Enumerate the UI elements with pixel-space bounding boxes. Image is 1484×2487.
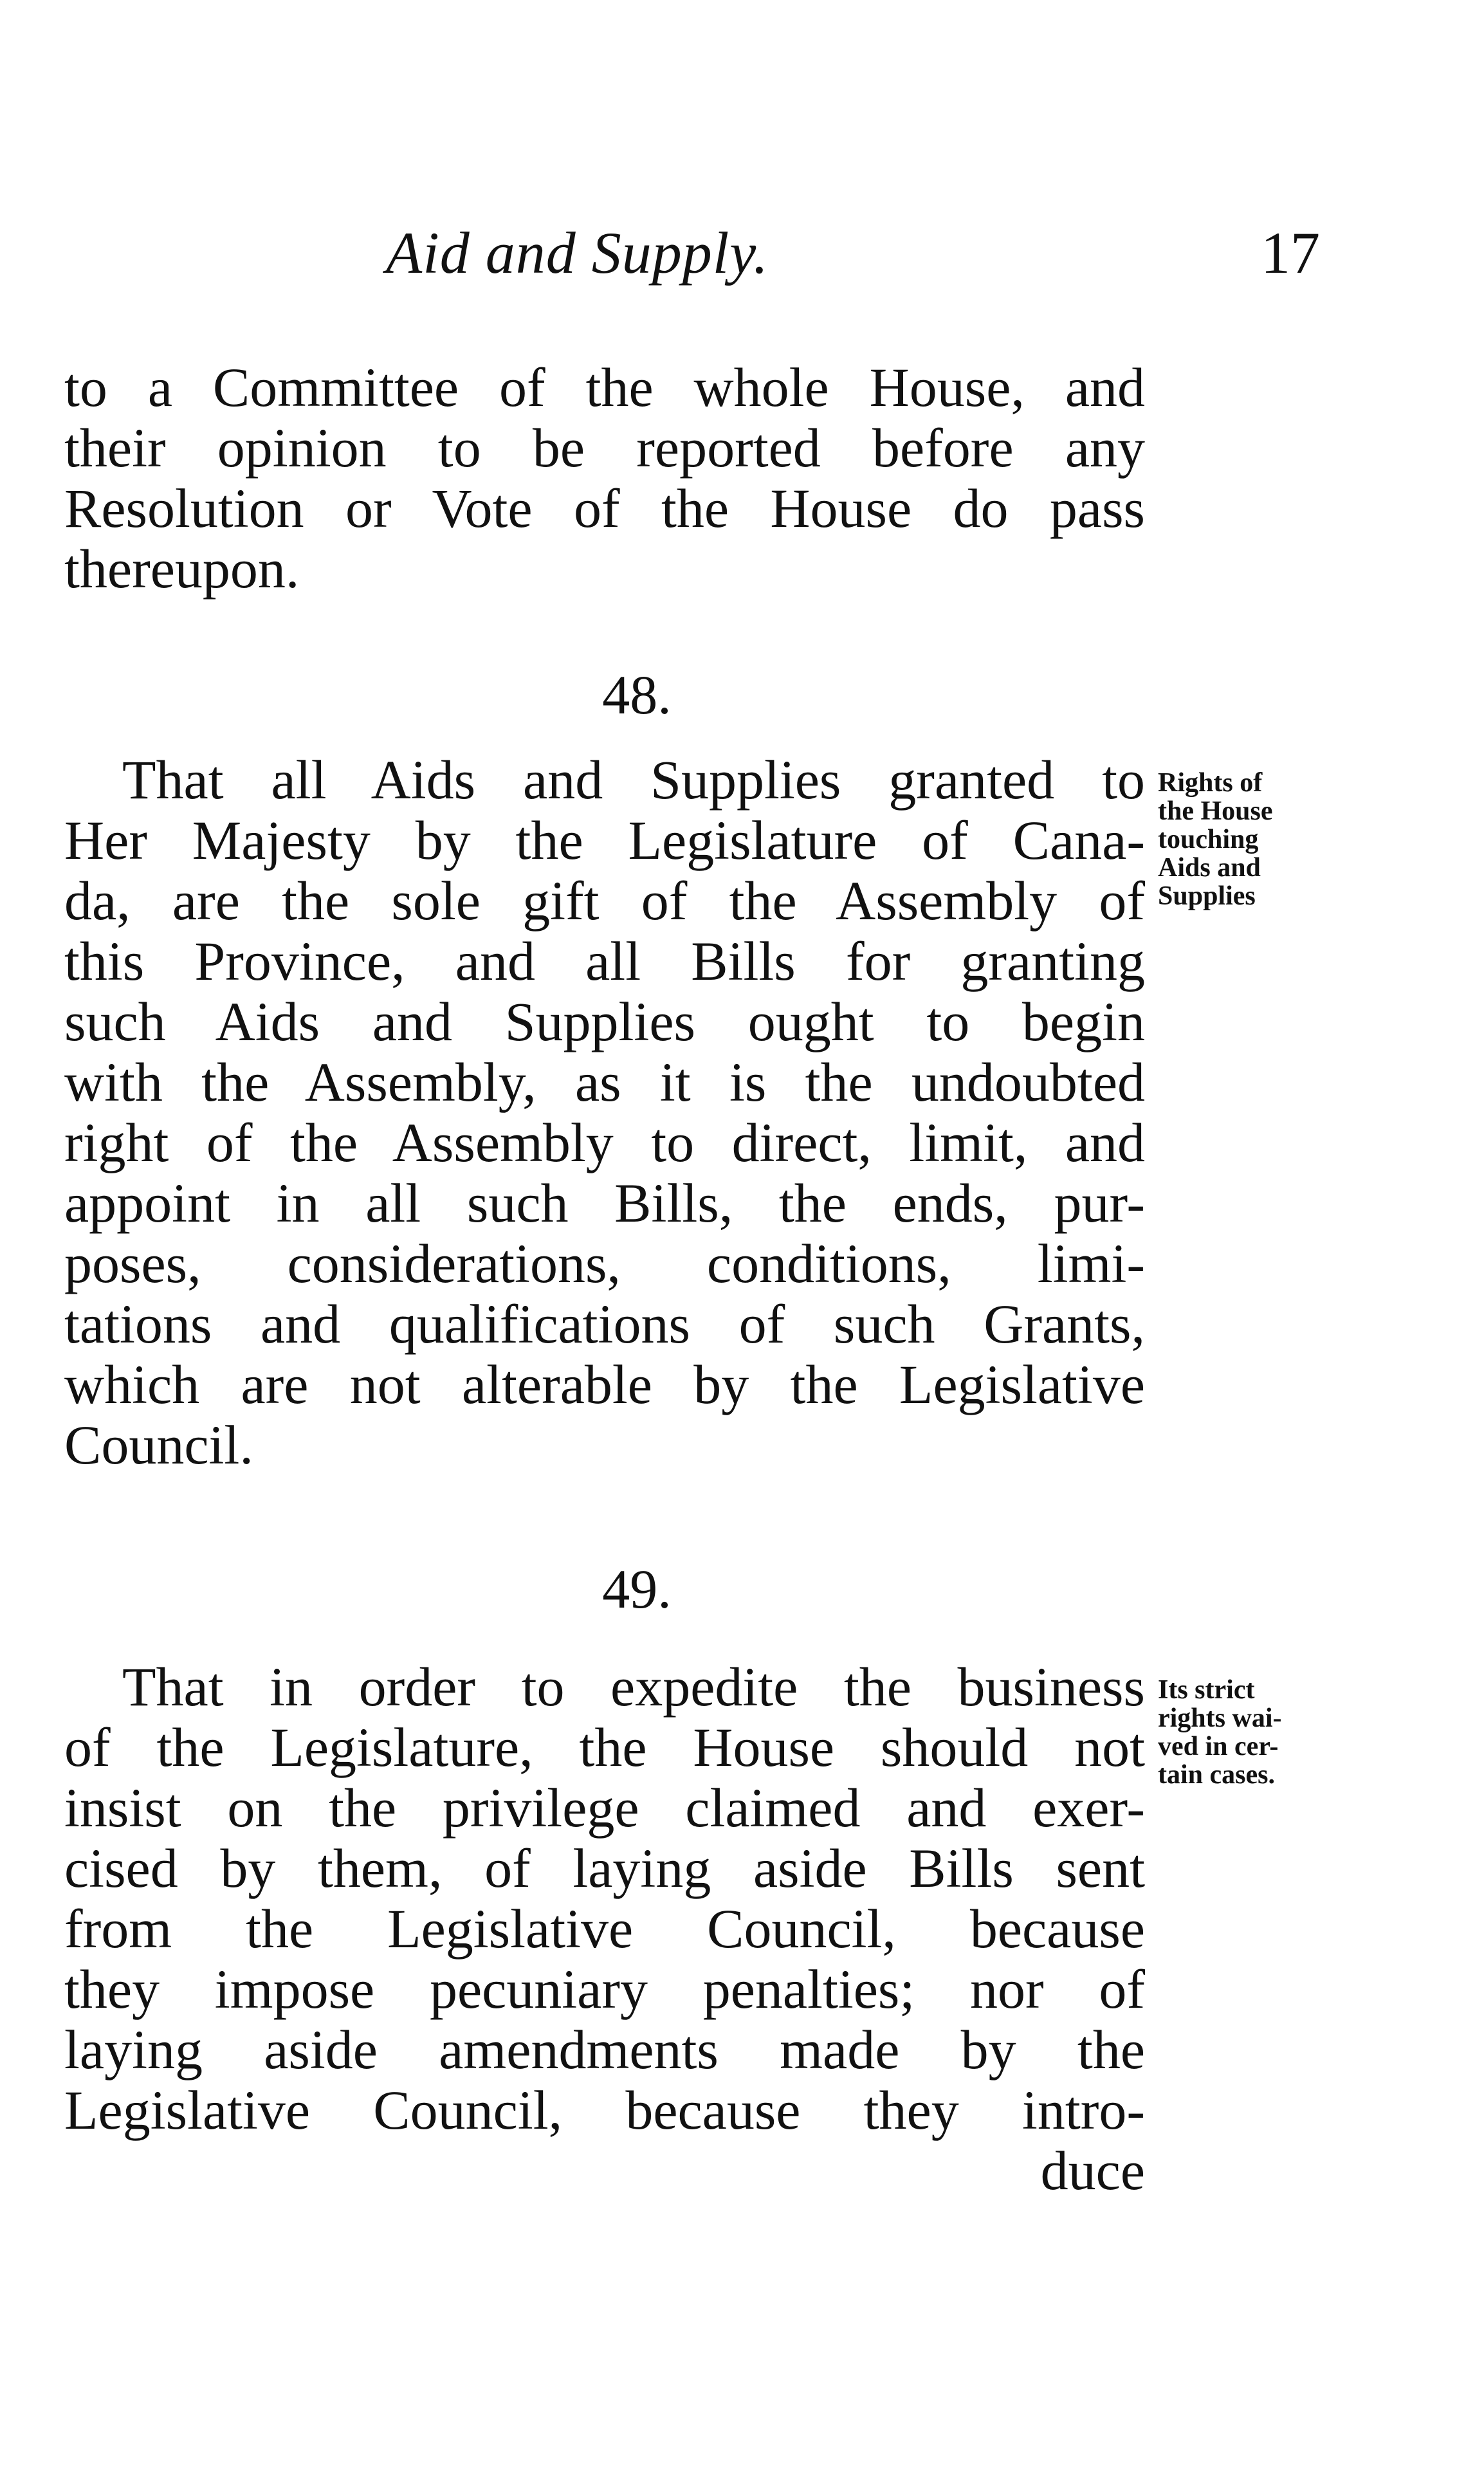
text-line: That in order to expedite the business	[122, 1656, 1145, 1718]
margin-note-line: Supplies	[1158, 881, 1256, 911]
text-line: from the Legislative Council, because	[64, 1898, 1145, 1959]
section-number-48: 48.	[602, 664, 672, 726]
margin-note-line: Aids and	[1158, 853, 1261, 883]
text-line: this Province, and all Bills for granting	[64, 930, 1145, 992]
text-line: Her Majesty by the Legislature of Cana-	[64, 809, 1145, 871]
margin-note-line: touching	[1158, 825, 1259, 854]
section-48-paragraph	[64, 749, 1145, 1475]
text-line: to a Committee of the whole House, and	[64, 356, 1145, 418]
section-49-paragraph	[64, 1656, 1145, 2201]
text-line: Council.	[64, 1414, 253, 1476]
margin-note-line: Its strict	[1158, 1675, 1255, 1705]
text-line: poses, considerations, conditions, limi-	[64, 1233, 1145, 1294]
text-line: appoint in all such Bills, the ends, pur-	[64, 1172, 1145, 1234]
margin-note-line: the House	[1158, 796, 1273, 826]
text-line: Legislative Council, because they intro-	[64, 2079, 1145, 2141]
page-number: 17	[1261, 220, 1320, 286]
continuation-paragraph	[64, 357, 1145, 599]
text-line: insist on the privilege claimed and exer-	[64, 1777, 1145, 1839]
running-head	[64, 219, 1338, 296]
text-line: such Aids and Supplies ought to begin	[64, 991, 1145, 1052]
text-line: tations and qualifications of such Grants,	[64, 1293, 1145, 1355]
text-line: with the Assembly, as it is the undoubted	[64, 1051, 1145, 1113]
text-line: cised by them, of laying aside Bills sent	[64, 1837, 1145, 1899]
text-line: right of the Assembly to direct, limit, and	[64, 1112, 1145, 1173]
text-line: of the Legislature, the House should not	[64, 1716, 1145, 1778]
text-line: their opinion to be reported before any	[64, 417, 1145, 479]
text-line: Resolution or Vote of the House do pass	[64, 477, 1145, 539]
running-title: Aid and Supply.	[386, 220, 769, 286]
section-number-49: 49.	[602, 1558, 672, 1620]
margin-note-48	[1158, 769, 1370, 910]
text-line: da, are the sole gift of the Assembly of	[64, 870, 1145, 931]
margin-note-line: ved in cer-	[1158, 1732, 1279, 1761]
text-line: That all Aids and Supplies granted to	[122, 749, 1145, 811]
text-line: laying aside amendments made by the	[64, 2019, 1145, 2080]
margin-note-line: Rights of	[1158, 768, 1263, 798]
text-line: which are not alterable by the Legislative	[64, 1354, 1145, 1415]
margin-note-line: tain cases.	[1158, 1760, 1275, 1790]
margin-note-49	[1158, 1676, 1370, 1789]
text-line: they impose pecuniary penalties; nor of	[64, 1958, 1145, 2020]
text-line: thereupon.	[64, 538, 300, 600]
catchword: duce	[1040, 2140, 1145, 2201]
margin-note-line: rights wai-	[1158, 1703, 1282, 1733]
